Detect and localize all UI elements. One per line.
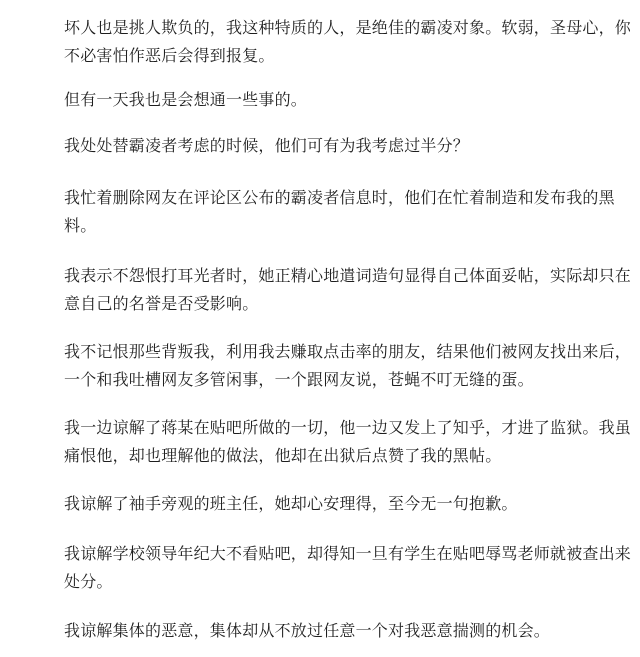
paragraph-line: 我谅解集体的恶意，集体却从不放过任意一个对我恶意揣测的机会。 (64, 621, 551, 640)
paragraph-line: 但有一天我也是会想通一些事的。 (64, 90, 308, 109)
paragraph-8 (64, 490, 624, 518)
paragraph-3 (64, 132, 624, 160)
paragraph-line: 坏人也是挑人欺负的，我这种特质的人，是绝佳的霸凌对象。软弱，圣母心，你 (64, 18, 632, 37)
paragraph-line: 一个和我吐槽网友多管闲事，一个跟网友说，苍蝇不叮无缝的蛋。 (64, 370, 534, 389)
paragraph-line: 我不记恨那些背叛我，利用我去赚取点击率的朋友，结果他们被网友找出来后， (64, 342, 632, 361)
paragraph-line: 痛恨他，却也理解他的做法，他却在出狱后点赞了我的黑帖。 (64, 446, 502, 465)
paragraph-9 (64, 540, 632, 596)
paragraph-2 (64, 86, 624, 114)
paragraph-line: 我谅解学校领导年纪大不看贴吧，却得知一旦有学生在贴吧辱骂老师就被查出来 (64, 544, 632, 563)
paragraph-line: 我忙着删除网友在评论区公布的霸凌者信息时，他们在忙着制造和发布我的黑 (64, 188, 615, 207)
paragraph-line: 意自己的名誉是否受影响。 (64, 294, 259, 313)
paragraph-line: 处分。 (64, 572, 113, 591)
paragraph-line: 我表示不怨恨打耳光者时，她正精心地遣词造句显得自己体面妥帖，实际却只在 (64, 266, 632, 285)
paragraph-1 (64, 14, 632, 70)
paragraph-line: 不必害怕作恶后会得到报复。 (64, 46, 275, 65)
paragraph-line: 我谅解了袖手旁观的班主任，她却心安理得，至今无一句抱歉。 (64, 494, 518, 513)
paragraph-line: 料。 (64, 216, 97, 235)
paragraph-10 (64, 617, 624, 645)
paragraph-line: 我一边谅解了蒋某在贴吧所做的一切，他一边又发上了知乎，才进了监狱。我虽 (64, 418, 632, 437)
paragraph-7 (64, 414, 632, 470)
paragraph-4 (64, 184, 624, 240)
paragraph-5 (64, 262, 632, 318)
paragraph-line: 我处处替霸凌者考虑的时候，他们可有为我考虑过半分？ (64, 136, 470, 155)
paragraph-6 (64, 338, 632, 394)
